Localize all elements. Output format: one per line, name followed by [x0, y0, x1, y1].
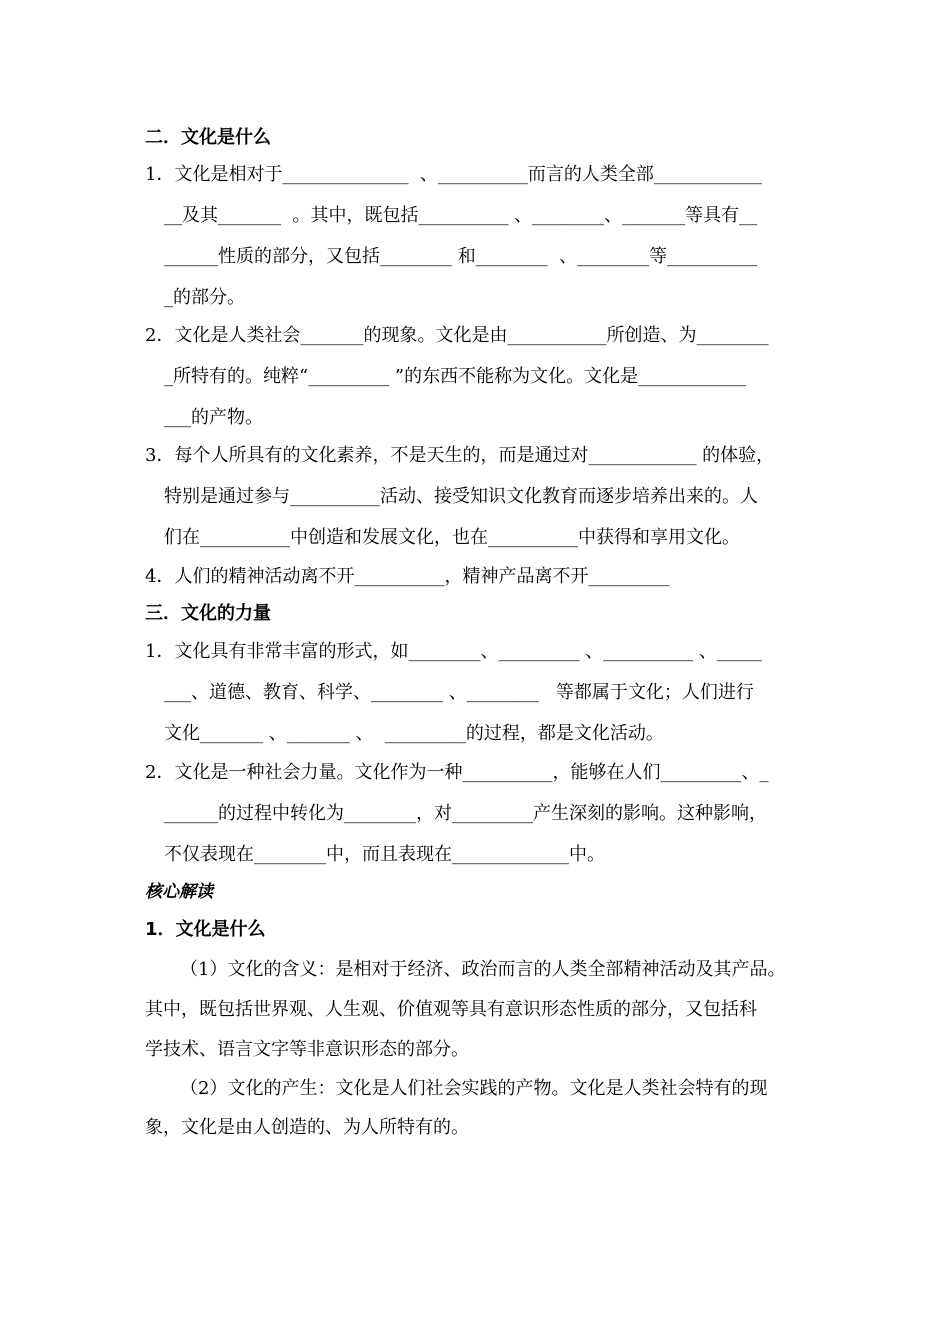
s3q2-line-2: ______的过程中转化为________，对_________产生深刻的影响。这种影响， [164, 803, 767, 824]
core-p2-line-2: 象，文化是由人创造的、为人所特有的。 [145, 1117, 469, 1138]
core-p1-line-2: 其中，既包括世界观、人生观、价值观等具有意识形态性质的部分，又包括科 [145, 999, 757, 1020]
q3-line-2: 特别是通过参与__________活动、接受知识文化教育而逐步培养出来的。人 [164, 486, 758, 507]
core-subtitle-1: 1．文化是什么 [145, 919, 266, 940]
q1-line-4: _的部分。 [164, 287, 245, 308]
core-reading-title: 核心解读 [145, 882, 213, 902]
q4-line: 4．人们的精神活动离不开__________，精神产品离不开_________ [145, 566, 670, 587]
section-2-title: 二．文化是什么 [145, 127, 271, 148]
q1-line-2: __及其_______ 。其中，既包括__________ 、________、_______等具有__ [164, 205, 758, 226]
s3q1-line-2: ___、道德、教育、科学、________ 、________ 等都属于文化；人们进行 [164, 682, 754, 703]
q3-line-3: 们在__________中创造和发展文化，也在__________中获得和享用文化。 [164, 527, 740, 548]
core-p1-line-1: （1）文化的含义：是相对于经济、政治而言的人类全部精神活动及其产品。 [180, 959, 786, 980]
q2-line-3: ___的产物。 [164, 407, 263, 428]
s3q1-line-1: 1．文化具有非常丰富的形式，如________、_________ 、__________ 、_____ [145, 641, 762, 662]
core-p2-line-1: （2）文化的产生：文化是人们社会实践的产物。文化是人类社会特有的现 [180, 1078, 768, 1099]
core-p1-line-3: 学技术、语言文字等非意识形态的部分。 [145, 1039, 469, 1060]
s3q2-line-3: 不仅表现在________中，而且表现在_____________中。 [164, 844, 605, 865]
q2-line-2: _所特有的。纯粹“_________ ”的东西不能称为文化。文化是____________ [164, 366, 747, 387]
s3q1-line-3: 文化_______ 、_______ 、 _________的过程，都是文化活动。 [164, 723, 664, 744]
q2-line-1: 2．文化是人类社会_______的现象。文化是由___________所创造、为________ [145, 325, 769, 346]
s3q2-line-1: 2．文化是一种社会力量。文化作为一种__________，能够在人们_________、_ [145, 762, 769, 783]
q3-line-1: 3．每个人所具有的文化素养，不是天生的，而是通过对____________ 的体验， [145, 445, 775, 466]
q1-line-3: ______性质的部分，又包括________ 和________ 、________等__________ [164, 246, 758, 267]
section-3-title: 三．文化的力量 [145, 603, 271, 624]
q1-line-1: 1．文化是相对于______________ 、__________而言的人类全部____________ [145, 164, 762, 185]
